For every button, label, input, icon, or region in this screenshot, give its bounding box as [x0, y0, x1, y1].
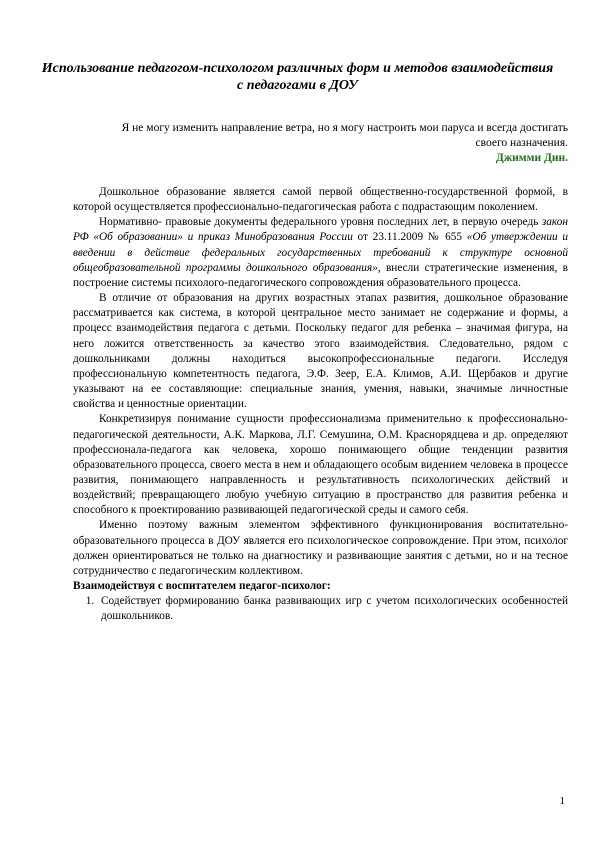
- paragraph: Конкретизируя понимание сущности профессионализма применительно к профессионально-педагогической деятельности, А.К. Маркова, Л.Г. Семушина, О.М. Краснорядцева и др. определяют профессионала-педагога как человека, хорошо понимающего общие тенденции развития образовательного процесса, своего места в нем и обладающего особым видением человека в процессе развития, понимающего направленность и результативность психологических действий и воздействий; превращающего любую учебную ситуацию в пространство для развития ребенка и способного к проектированию развивающей педагогической среды и самого себя.: [73, 413, 568, 517]
- paragraph-text: , внесли стратегические изменения, в построение системы психолого-педагогического сопровождения образовательного процесса.: [73, 261, 569, 289]
- paragraph: [73, 215, 568, 291]
- numbered-list: [73, 594, 568, 624]
- document-title: Использование педагогом-психологом различных форм и методов взаимодействия с педагогами в ДОУ: [41, 61, 554, 93]
- order-title: «Об утверждении и введении в действие федеральных государственных требований к структуре основной общеобразовательной программы дошкольного образования»: [73, 231, 568, 274]
- document-body: [73, 185, 568, 625]
- list-item: 1. Содействует формированию банка развивающих игр с учетом психологических особенностей дошкольников.: [97, 594, 568, 624]
- paragraph: Дошкольное образование является самой первой общественно-государственной формой, в которой осуществляется профессионально-педагогическая работа с подрастающим поколением.: [73, 186, 568, 214]
- paragraph: Именно поэтому важным элементом эффективного функционирования воспитательно-образовательного процесса в ДОУ является его психологическое сопровождение. При этом, психолог должен ориентироваться не только на диагностику и развивающие занятия с детьми, но и на тесное сотрудничество с педагогическим коллективом.: [73, 519, 568, 577]
- paragraph: В отличие от образования на других возрастных этапах развития, дошкольное образование рассматривается как система, в которой центральное место занимает не содержание и формы, а процесс взаимодействия педагога с детьми. Поскольку педагог для ребенка – значимая фигура, на него ложится ответственность за качество этого взаимодействия. Следовательно, рядом с дошкольниками должны находиться высокопрофессиональные педагоги. Исследуя профессиональную компетентность педагога, Э.Ф. Зеер, Е.А. Климов, А.И. Щербаков и другие указывают на ее составляющие: специальные знания, умения, навыки, значимые личностные свойства и ценностные ориентации.: [73, 292, 568, 411]
- law-reference: закон РФ «Об образовании» и приказ Минобразования России: [73, 216, 568, 244]
- paragraph-text: от 23.11.2009 № 655: [352, 231, 467, 244]
- epigraph-author: Джимми Дин.: [495, 152, 568, 164]
- epigraph: [100, 121, 568, 166]
- list-heading: Взаимодействуя с воспитателем педагог-психолог:: [73, 580, 331, 593]
- epigraph-quote: Я не могу изменить направление ветра, но я могу настроить мои паруса и всегда достигать своего назначения.: [121, 122, 568, 149]
- paragraph-text: Нормативно- правовые документы федерального уровня последних лет, в первую очередь: [99, 216, 542, 229]
- page-number: 1: [559, 795, 565, 807]
